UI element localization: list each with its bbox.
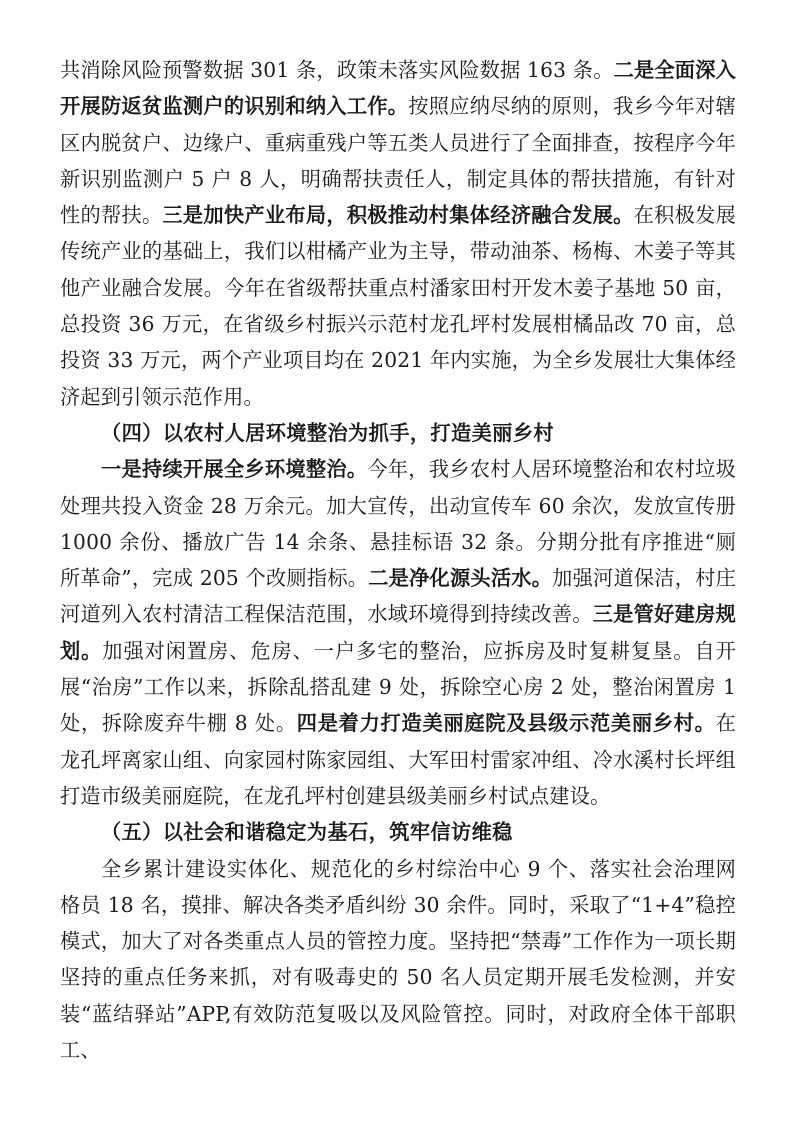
bold-point-three: 三是加快产业布局，积极推动村集体经济融合发展。 xyxy=(162,203,634,228)
text-segment: 在积极发展传统产业的基础上，我们以柑橘产业为主导，带动油茶、杨梅、木姜子等其他产业融合发展。今年在省级帮扶重点村潘家田村开发木姜子基地 50 亩，总投资 36 万元，在省级乡村振兴示范村龙孔坪村发展柑橘品改 70 亩，总投资 33 万元，两个产业项目均在 2021 年内实施，为全乡发展壮大集体经济起到引领示范作用。 xyxy=(60,203,736,409)
paragraph-social-stability: 全乡累计建设实体化、规范化的乡村综治中心 9 个、落实社会治理网格员 18 名，摸排、解决各类矛盾纠纷 30 余件。同时，采取了“1+4”稳控模式，加大了对各类重点人员的管控力度。坚持把“禁毒”工作作为一项长期坚持的重点任务来抓，对有吸毒史的 50 名人员定期开展毛发检测，并安装“蓝结驿站”APP,有效防范复吸以及风险管控。同时，对政府全体干部职工、 xyxy=(60,856,736,1063)
text-segment: 今年，我乡农村人居环境整治和农村垃圾处理共投入资金 28 万余元。加大宣传，出动宣传车 60 余次，发放宣传册 1000 余份、播放广告 14 余条、悬挂标语 32 条。分期分批有序推进“厕所革命”，完成 205 个改厕指标。 xyxy=(60,457,736,591)
text-segment: 加强对闲置房、危房、一户多宅的整治，应拆房及时复耕复垦。自开展“治房”工作以来，拆除乱搭乱建 9 处，拆除空心房 2 处，整治闲置房 1 处，拆除废弃牛棚 8 处。 xyxy=(60,638,736,736)
text-segment: 共消除风险预警数据 301 条，政策未落实风险数据 163 条。 xyxy=(60,58,614,82)
text-segment: 在龙孔坪离家山组、向家园村陈家园组、大军田村雷家冲组、冷水溪村长坪组打造市级美丽庭院，在龙孔坪村创建县级美丽乡村试点建设。 xyxy=(60,711,736,808)
bold-point-one: 一是持续开展全乡环境整治。 xyxy=(101,457,368,482)
paragraph-poverty-monitoring xyxy=(60,52,736,415)
bold-point-two: 二是全面深入开展防返贫监测户的识别和纳入工作。 xyxy=(60,58,737,119)
section-heading-5: （五）以社会和谐稳定为基石，筑牢信访维稳 xyxy=(101,820,513,845)
bold-point-three: 三是管好建房规划。 xyxy=(60,602,737,663)
document-page xyxy=(60,52,736,1068)
bold-point-two: 二是净化源头活水。 xyxy=(368,566,553,591)
text-segment: 按照应纳尽纳的原则，我乡今年对辖区内脱贫户、边缘户、重病重残户等五类人员进行了全面排查，按程序今年新识别监测户 5 户 8 人，明确帮扶责任人，制定具体的帮扶措施，有针对性的帮扶。 xyxy=(60,94,737,228)
paragraph-environment xyxy=(60,451,736,814)
bold-point-four: 四是着力打造美丽庭院及县级示范美丽乡村。 xyxy=(296,711,716,736)
text-segment: 加强河道保洁，村庄河道列入农村清洁工程保洁范围，水域环境得到持续改善。 xyxy=(60,566,736,627)
section-heading-4: （四）以农村人居环境整治为抓手，打造美丽乡村 xyxy=(101,420,554,445)
